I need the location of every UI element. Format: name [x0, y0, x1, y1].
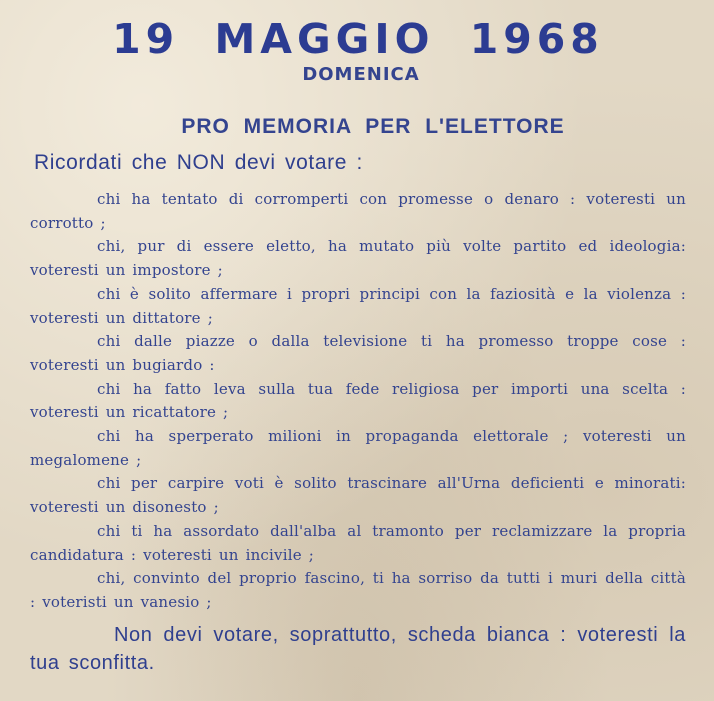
date-title: 19 MAGGIO 1968	[112, 15, 604, 63]
subtitle: PRO MEMORIA PER L'ELETTORE	[181, 115, 565, 138]
list-item: chi ha tentato di corromperti con promesse o denaro : voteresti un corrotto ;	[30, 190, 686, 232]
list-item: chi ti ha assordato dall'alba al tramonto per reclamizzare la propria candidatura : voteresti un incivile ;	[30, 521, 686, 564]
list-item: chi ha fatto leva sulla tua fede religiosa per importi una scelta : voteresti un ricattatore ;	[30, 379, 686, 422]
warning-list	[30, 188, 686, 615]
lead-sentence: Ricordati che NON devi votare :	[34, 151, 363, 174]
list-item: chi è solito affermare i propri principi con la faziosità e la violenza : voteresti un dittatore ;	[30, 284, 686, 327]
list-item: chi, pur di essere eletto, ha mutato più volte partito ed ideologia: voteresti un impostore ;	[30, 237, 686, 280]
closing-statement: Non devi votare, soprattutto, scheda bianca : voteresti la tua sconfitta.	[30, 623, 686, 674]
list-item: chi ha sperperato milioni in propaganda elettorale ; voteresti un megalomene ;	[30, 427, 686, 469]
list-item: chi dalle piazze o dalla televisione ti ha promesso troppe cose : voteresti un bugiardo :	[30, 332, 686, 374]
list-item: chi per carpire voti è solito trascinare all'Urna deficienti e minorati: voteresti un disonesto ;	[30, 474, 686, 517]
list-item: chi, convinto del proprio fascino, ti ha sorriso da tutti i muri della città : voteristi un vanesio ;	[30, 569, 686, 611]
day-of-week: DOMENICA	[302, 64, 420, 85]
